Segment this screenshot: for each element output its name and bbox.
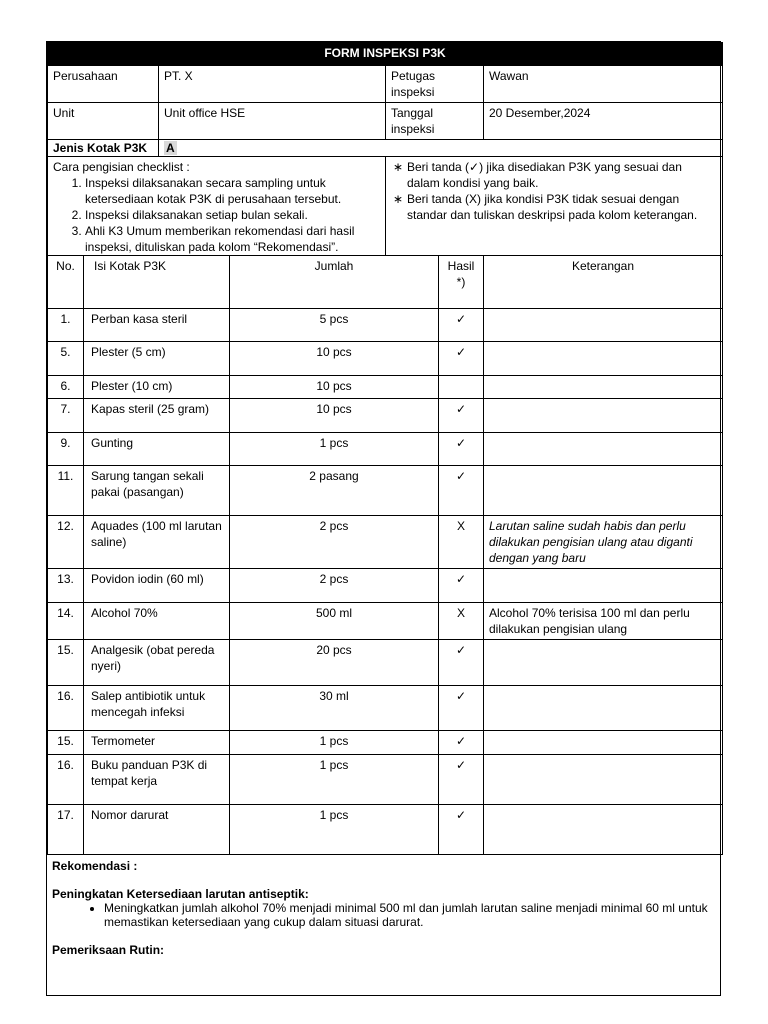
row-item: Aquades (100 ml larutan saline) [84,516,230,569]
row-no: 5. [48,342,84,376]
table-row [48,516,723,569]
instructions-cell [48,157,386,256]
tanggal-value[interactable]: 20 Desember,2024 [484,103,723,140]
table-row [48,640,723,686]
row-no: 1. [48,309,84,342]
table-row [48,569,723,603]
row-item: Plester (5 cm) [84,342,230,376]
row-qty: 1 pcs [230,805,439,855]
row-note[interactable] [484,569,723,603]
row-qty: 1 pcs [230,433,439,466]
row-result[interactable]: ✓ [439,755,484,805]
row-result[interactable]: ✓ [439,309,484,342]
note-check: ∗ Beri tanda (✓) jika disediakan P3K yang sesuai dan dalam kondisi yang baik. [407,159,717,191]
jenis-cell [159,140,723,157]
table-row [48,309,723,342]
inspection-form [46,41,721,996]
unit-label: Unit [48,103,159,140]
row-result[interactable]: ✓ [439,433,484,466]
col-header-qty: Jumlah [230,256,439,309]
row-item: Sarung tangan sekali pakai (pasangan) [84,466,230,516]
tanggal-label: Tanggal inspeksi [386,103,484,140]
row-note[interactable] [484,805,723,855]
instruction-step: 2. Inspeksi dilaksanakan setiap bulan sekali. [85,207,380,223]
row-note[interactable] [484,731,723,755]
header-table [47,42,723,256]
row-result[interactable]: ✓ [439,731,484,755]
row-item: Kapas steril (25 gram) [84,399,230,433]
table-row [48,805,723,855]
instructions-heading: Cara pengisian checklist : [53,160,190,174]
row-no: 15. [48,640,84,686]
col-header-item: Isi Kotak P3K [84,256,230,309]
col-header-no: No. [48,256,84,309]
table-row [48,603,723,640]
row-qty: 10 pcs [230,342,439,376]
row-item: Plester (10 cm) [84,376,230,399]
row-note[interactable] [484,309,723,342]
table-row [48,755,723,805]
row-result[interactable]: ✓ [439,805,484,855]
petugas-label: Petugas inspeksi [386,66,484,103]
row-no: 12. [48,516,84,569]
row-no: 16. [48,686,84,731]
row-item: Gunting [84,433,230,466]
row-note[interactable] [484,433,723,466]
row-item: Alcohol 70% [84,603,230,640]
row-qty: 1 pcs [230,755,439,805]
row-item: Termometer [84,731,230,755]
row-item: Salep antibiotik untuk mencegah infeksi [84,686,230,731]
row-note[interactable] [484,755,723,805]
col-header-note: Keterangan [484,256,723,309]
row-no: 14. [48,603,84,640]
row-result[interactable]: ✓ [439,466,484,516]
table-row [48,731,723,755]
instruction-step: 3. Ahli K3 Umum memberikan rekomendasi dari hasil inspeksi, dituliskan pada kolom “Rekomendasi”. [85,223,380,255]
row-result[interactable]: ✓ [439,686,484,731]
unit-value[interactable]: Unit office HSE [159,103,386,140]
rekomendasi-bullet: • Meningkatkan jumlah alkohol 70% menjadi minimal 500 ml dan jumlah larutan saline menjadi minimal 60 ml untuk memastikan ketersediaan yang cukup dalam situasi darurat. [104,901,715,929]
rekomendasi-list [52,901,715,929]
row-no: 16. [48,755,84,805]
row-qty: 500 ml [230,603,439,640]
row-qty: 10 pcs [230,376,439,399]
row-no: 15. [48,731,84,755]
row-result[interactable]: X [439,516,484,569]
row-item: Nomor darurat [84,805,230,855]
row-qty: 10 pcs [230,399,439,433]
row-no: 7. [48,399,84,433]
row-qty: 20 pcs [230,640,439,686]
notes-list [391,159,717,223]
col-header-result: Hasil *) [439,256,484,309]
row-result[interactable]: X [439,603,484,640]
row-no: 6. [48,376,84,399]
row-result[interactable] [439,376,484,399]
row-result[interactable]: ✓ [439,569,484,603]
jenis-value[interactable]: A [166,141,175,155]
checklist-rows [48,309,723,855]
row-item: Buku panduan P3K di tempat kerja [84,755,230,805]
row-note[interactable] [484,399,723,433]
petugas-value[interactable]: Wawan [484,66,723,103]
rekomendasi-section1-title: Peningkatan Ketersediaan larutan antiseptik: [52,887,309,901]
rekomendasi-heading: Rekomendasi : [52,859,138,873]
row-no: 13. [48,569,84,603]
table-row [48,342,723,376]
rekomendasi-section2-title: Pemeriksaan Rutin: [52,943,165,957]
perusahaan-value[interactable]: PT. X [159,66,386,103]
row-no: 11. [48,466,84,516]
row-note[interactable]: Alcohol 70% terisisa 100 ml dan perlu dilakukan pengisian ulang [484,603,723,640]
row-result[interactable]: ✓ [439,342,484,376]
table-row [48,399,723,433]
instruction-step: 1. Inspeksi dilaksanakan secara sampling untuk ketersediaan kotak P3K di perusahaan tersebut. [85,175,380,207]
row-qty: 30 ml [230,686,439,731]
note-cross: ∗ Beri tanda (X) jika kondisi P3K tidak sesuai dengan standar dan tuliskan deskripsi pada kolom keterangan. [407,191,717,223]
table-row [48,466,723,516]
rekomendasi-section [47,855,720,995]
row-note[interactable] [484,640,723,686]
row-item: Povidon iodin (60 ml) [84,569,230,603]
form-title: FORM INSPEKSI P3K [48,43,723,66]
jenis-label: Jenis Kotak P3K [48,140,159,157]
row-qty: 5 pcs [230,309,439,342]
row-result[interactable]: ✓ [439,640,484,686]
row-note[interactable] [484,686,723,731]
notes-cell [386,157,723,256]
perusahaan-label: Perusahaan [48,66,159,103]
instructions-list [53,175,380,255]
table-row [48,686,723,731]
row-note[interactable] [484,466,723,516]
row-item: Analgesik (obat pereda nyeri) [84,640,230,686]
row-note[interactable]: Larutan saline sudah habis dan perlu dilakukan pengisian ulang atau diganti dengan yang baru [484,516,723,569]
row-note[interactable] [484,376,723,399]
row-note[interactable] [484,342,723,376]
row-qty: 1 pcs [230,731,439,755]
row-qty: 2 pcs [230,516,439,569]
row-qty: 2 pcs [230,569,439,603]
row-result[interactable]: ✓ [439,399,484,433]
table-row [48,376,723,399]
checklist-table [47,255,723,855]
row-no: 9. [48,433,84,466]
row-no: 17. [48,805,84,855]
row-item: Perban kasa steril [84,309,230,342]
row-qty: 2 pasang [230,466,439,516]
table-row [48,433,723,466]
